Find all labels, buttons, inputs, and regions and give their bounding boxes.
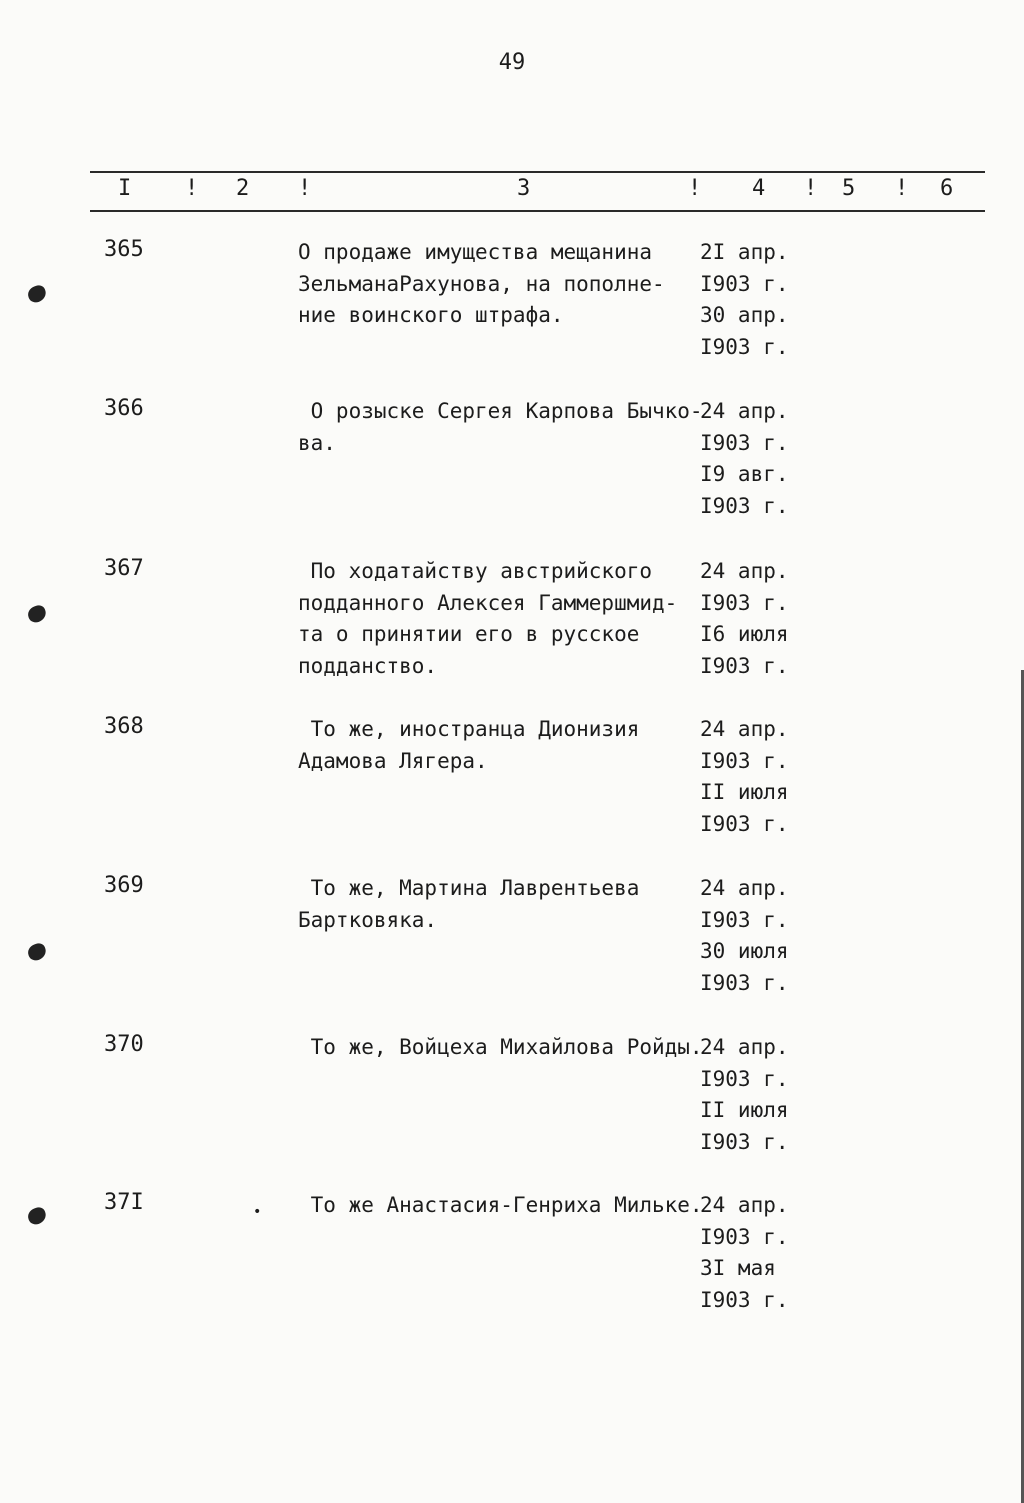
record-dates: 24 апр. I903 г. II июля I903 г. [700,717,789,836]
record-number: 365 [104,237,144,262]
record-number: 370 [104,1032,144,1057]
punch-hole-mark [26,1205,48,1226]
record-title: По ходатайству австрийского подданного Алексея Гаммершмид- та о принятии его в русское подданство. [298,559,678,678]
table-header-rule [90,210,985,212]
record-number: 366 [104,396,144,421]
header-col-5: 5 [842,176,856,201]
header-separator: ! [804,176,818,201]
record-title: О продаже имущества мещанина ЗельманаРахунова, на пополне- ние воинского штрафа. [298,240,665,327]
record-number: 369 [104,873,144,898]
record-dates: 24 апр. I903 г. 30 июля I903 г. [700,876,789,995]
header-col-1: I [118,176,132,201]
record-number: 367 [104,556,144,581]
header-col-2: 2 [236,176,250,201]
record-title: То же, Войцеха Михайлова Ройды. [298,1035,703,1059]
record-dates: 24 апр. I903 г. I9 авг. I903 г. [700,399,789,518]
header-separator: ! [298,176,312,201]
record-dates: 24 апр. I903 г. 3I мая I903 г. [700,1193,789,1312]
page-number: 49 [498,50,526,75]
record-title: То же Анастасия-Генриха Мильке. [298,1193,703,1217]
record-number: 368 [104,714,144,739]
header-col-6: 6 [940,176,954,201]
ink-dot-mark: • [253,1204,262,1220]
punch-hole-mark [26,603,48,624]
record-dates: 2I апр. I903 г. 30 апр. I903 г. [700,240,789,359]
record-title: То же, иностранца Дионизия Адамова Лягера. [298,717,640,773]
record-dates: 24 апр. I903 г. I6 июля I903 г. [700,559,789,678]
header-separator: ! [895,176,909,201]
header-col-3: 3 [517,176,531,201]
table-top-rule [90,171,985,173]
header-col-4: 4 [752,176,766,201]
header-separator: ! [688,176,702,201]
punch-hole-mark [26,283,48,304]
punch-hole-mark [26,941,48,962]
record-dates: 24 апр. I903 г. II июля I903 г. [700,1035,789,1154]
record-number: 37I [104,1190,144,1215]
record-title: О розыске Сергея Карпова Бычко- ва. [298,399,703,455]
header-separator: ! [185,176,199,201]
record-title: То же, Мартина Лаврентьева Бартковяка. [298,876,640,932]
